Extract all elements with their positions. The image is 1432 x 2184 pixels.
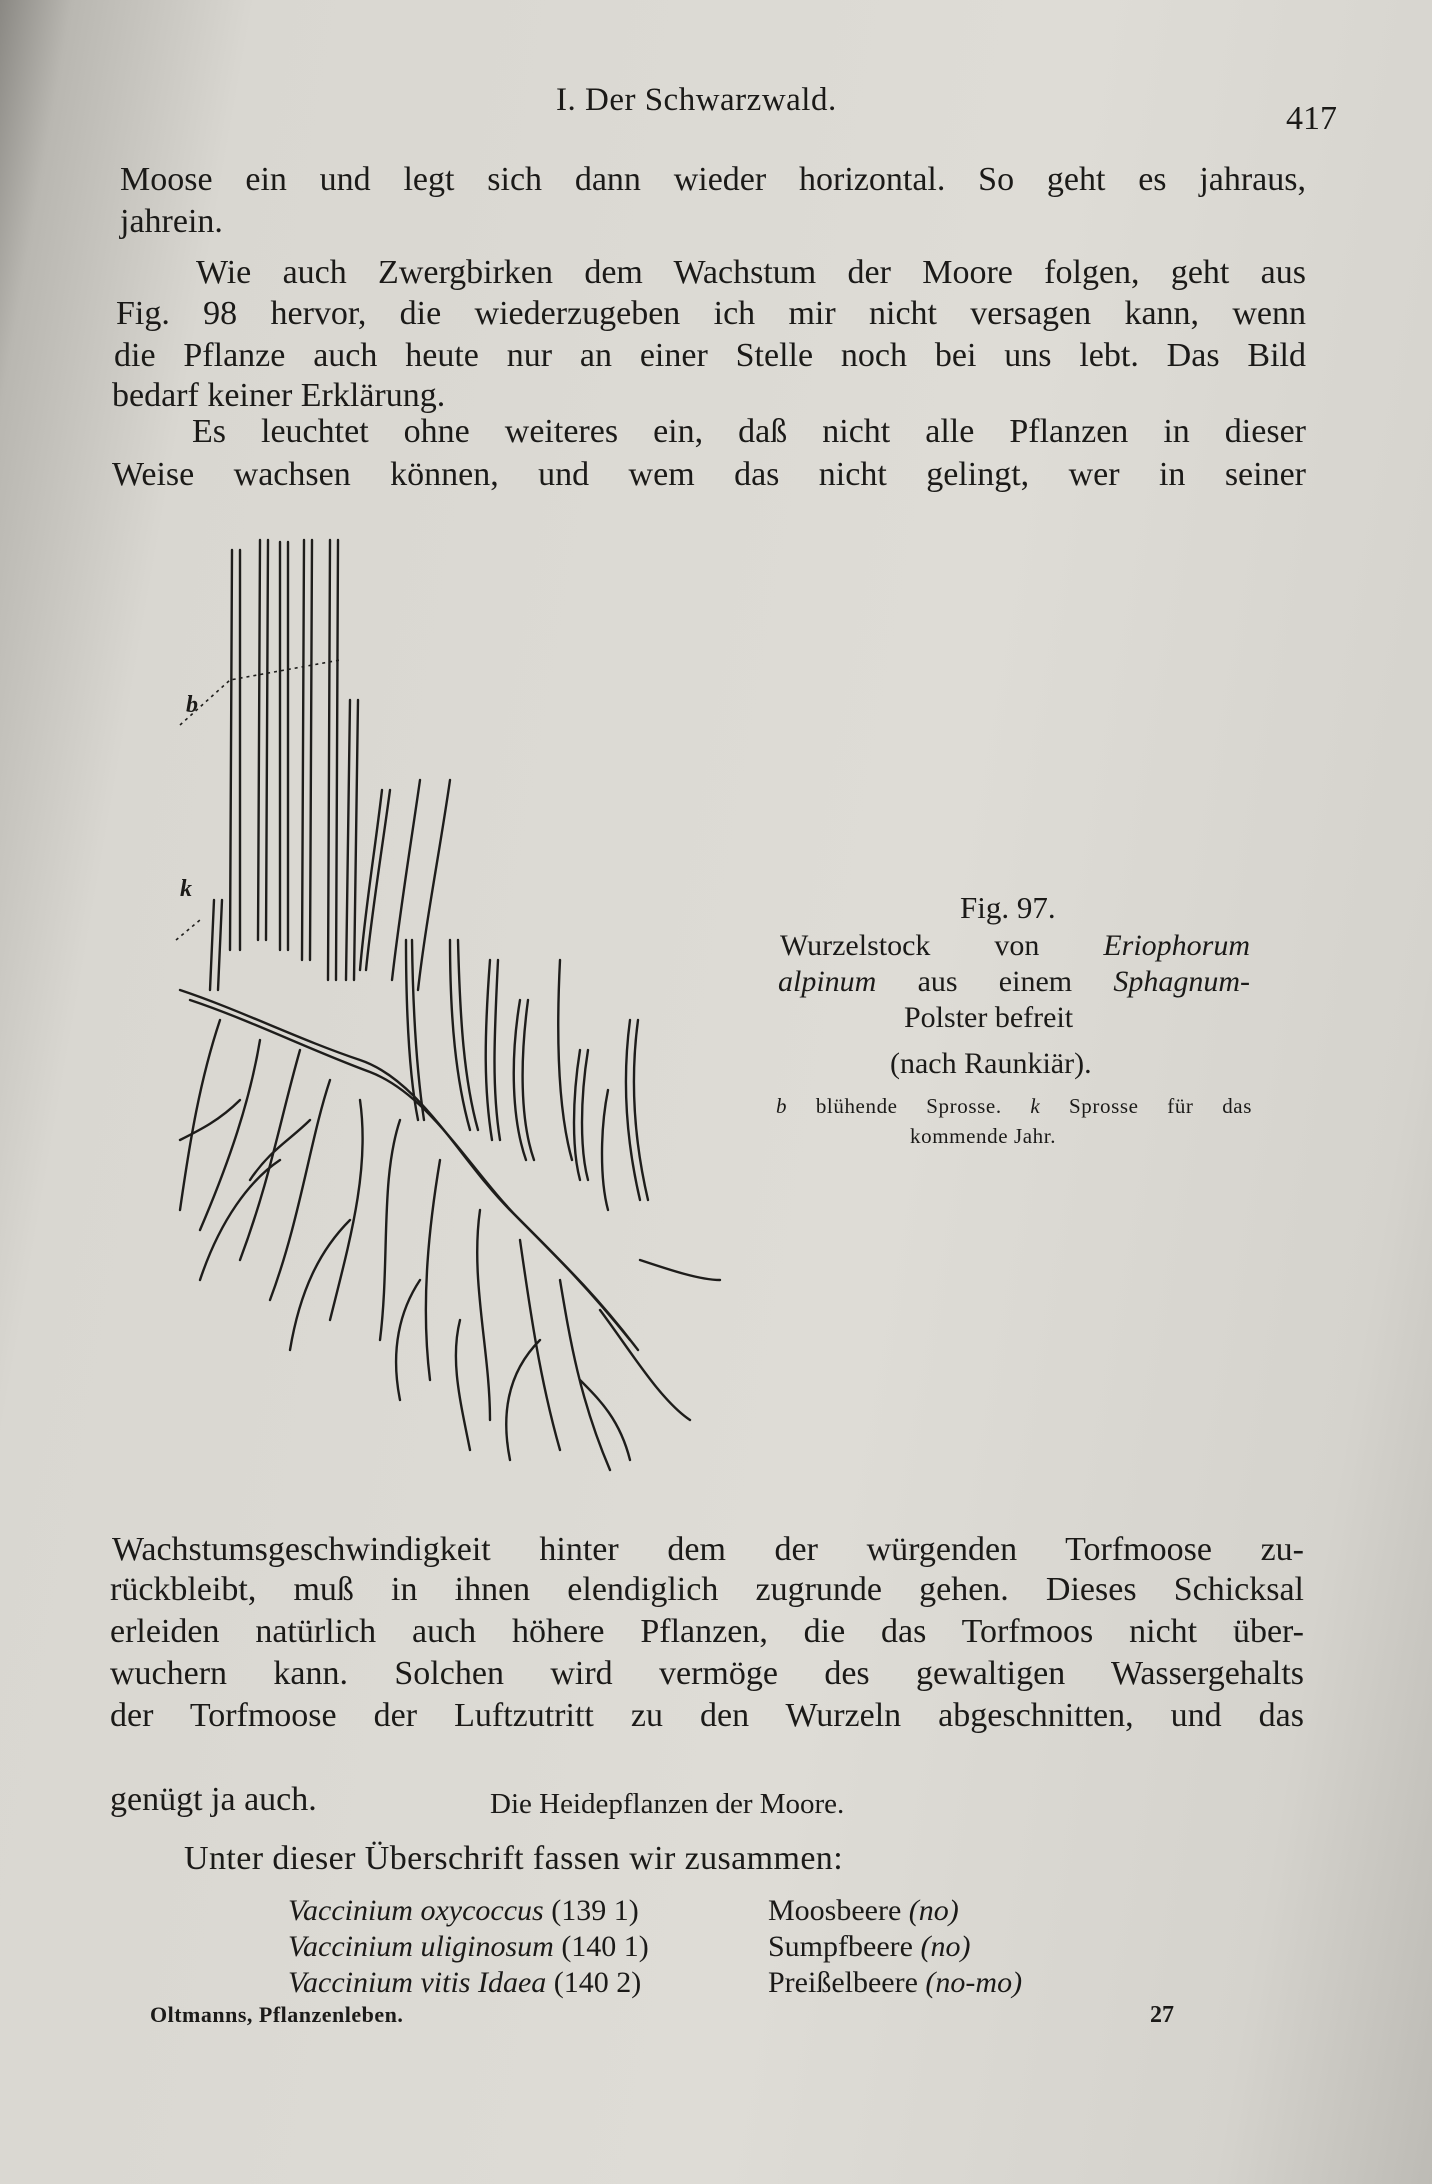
signature-mark: 27 (1150, 2002, 1174, 2028)
caption-line: (nach Raunkiär). (890, 1047, 1092, 1080)
text-line: Moose ein und legt sich dann wieder horizontal. So geht es jahraus, (120, 161, 1306, 198)
text-line: Weise wachsen können, und wem das nicht gelingt, wer in seiner (112, 456, 1306, 493)
rootstock-illustration (160, 520, 730, 1490)
caption-line: Wurzelstock von Eriophorum (780, 929, 1250, 962)
section-heading: Die Heidepflanzen der Moore. (490, 1788, 845, 1820)
text-line: Wachstumsgeschwindigkeit hinter dem der würgenden Torfmoose zu- (112, 1531, 1304, 1568)
running-header: I. Der Schwarzwald. (556, 82, 837, 118)
intro-line: Unter dieser Überschrift fassen wir zusammen: (184, 1840, 844, 1877)
plant-drawing (160, 520, 730, 1490)
text-line: der Torfmoose der Luftzutritt zu den Wurzeln abgeschnitten, und das (110, 1697, 1304, 1734)
text-line: bedarf keiner Erklärung. (112, 377, 446, 414)
caption-line: Polster befreit (904, 1001, 1074, 1034)
caption-legend: kommende Jahr. (910, 1124, 1057, 1148)
text-line: wuchern kann. Solchen wird vermöge des gewaltigen Wassergehalts (110, 1655, 1304, 1692)
text-line: erleiden natürlich auch höhere Pflanzen, die das Torfmoos nicht über- (110, 1613, 1304, 1650)
text-line: Wie auch Zwergbirken dem Wachstum der Moore folgen, geht aus (196, 254, 1306, 291)
caption-legend: b blühende Sprosse. k Sprosse für das (776, 1094, 1252, 1118)
label-b: b (186, 692, 198, 718)
caption-line: alpinum aus einem Sphagnum- (778, 965, 1250, 998)
text-line: genügt ja auch. (110, 1781, 317, 1818)
figure-number: Fig. 97. (960, 890, 1056, 925)
imprint-footer: Oltmanns, Pflanzenleben. (150, 2002, 404, 2027)
page-number: 417 (1286, 100, 1337, 137)
book-page: I. Der Schwarzwald. 417 Moose ein und legt sich dann wieder horizontal. So geht es jahraus, jahrein. Wie auch Zwergbirken dem Wachstum der Moore folgen, geht aus Fig. 98 hervor, die wiederzugeben ich mir nicht versagen kann, wenn die Pflanze auch heute nur an einer Stelle noch bei uns lebt. Das Bild bedarf keiner Erklärung. Es leuchtet ohne weiteres ein, daß nicht alle Pflanzen in dieser Weise wachsen können, und wem das nicht gelingt, wer in seiner b k Fig. 97. Wurzelstock von Eriophorum alpinum aus einem Sphagnum- Polster befreit (nach Raunkiär). b blühende Sprosse. k Sprosse für das kommende Jahr. Wachstumsgeschwindigkeit hinter dem der würgenden Torfmoose zu- rückbleibt, muß in ihnen elendiglich zugrunde gehen. Dieses Schicksal erleiden natürlich auch höhere Pflanzen, die das Torfmoos nicht über- wuchern kann. Solchen wird vermöge des gewaltigen Wassergehalts der Torfmoose der Luftzutritt zu den Wurzeln abgeschnitten, und das genügt ja auch. Die Heidepflanzen der Moore. Unter dieser Überschrift fassen wir zusammen: Vaccinium oxycoccus (139 1) Moosbeere (no) Vaccinium uliginosum (140 1) Sumpfbeere (no) Vaccinium vitis Idaea (140 2) Preißelbeere (no-mo) Oltmanns, Pflanzenleben. 27 (0, 0, 1432, 2184)
text-line: rückbleibt, muß in ihnen elendiglich zugrunde gehen. Dieses Schicksal (110, 1571, 1304, 1608)
text-line: Fig. 98 hervor, die wiederzugeben ich mir nicht versagen kann, wenn (116, 295, 1306, 332)
label-k: k (180, 876, 192, 902)
text-line: Es leuchtet ohne weiteres ein, daß nicht alle Pflanzen in dieser (192, 413, 1306, 450)
text-line: die Pflanze auch heute nur an einer Stelle noch bei uns lebt. Das Bild (114, 337, 1306, 374)
text-line: jahrein. (120, 203, 223, 240)
